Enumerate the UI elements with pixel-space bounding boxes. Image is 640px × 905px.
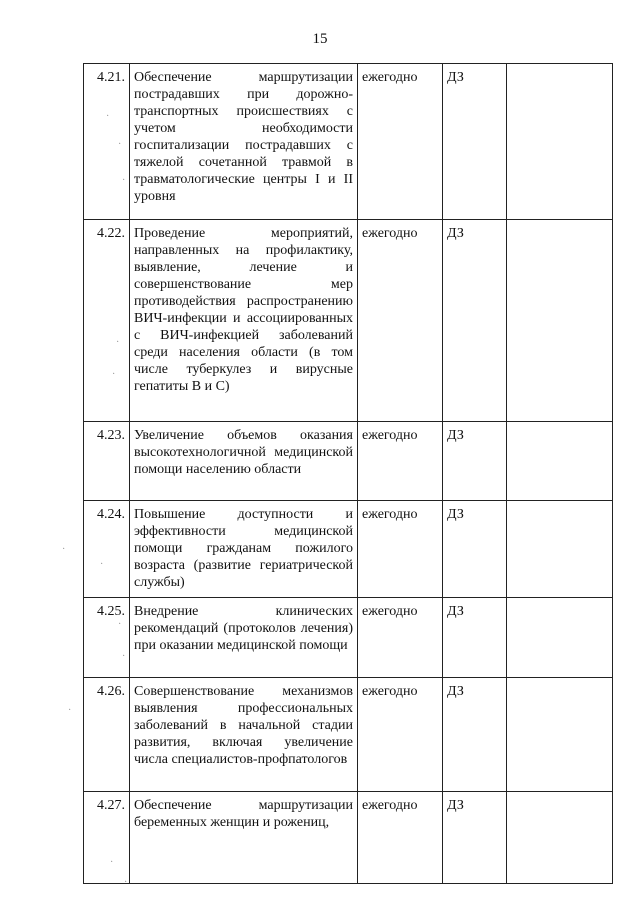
scan-artifact: · bbox=[118, 619, 122, 630]
item-period: ежегодно bbox=[358, 678, 443, 792]
item-description: Проведение мероприятий, направленных на профилактику, выявление, лечение и совершенствование мер противодействия распространению ВИЧ-инфекции и ассоциированных с ВИЧ-инфекцией заболеваний среди населения области (в том числе туберкулез и вирусные гепатиты В и С) bbox=[130, 220, 358, 422]
item-number: 4.23. bbox=[84, 422, 130, 501]
empty-cell bbox=[507, 598, 613, 678]
scan-artifact: · bbox=[110, 857, 114, 868]
scan-artifact: · bbox=[124, 877, 128, 888]
item-executor: ДЗ bbox=[443, 501, 507, 598]
scan-artifact: · bbox=[68, 705, 72, 716]
scan-artifact: · bbox=[118, 139, 122, 150]
item-description: Обеспечение маршрутизации беременных женщин и рожениц, bbox=[130, 792, 358, 884]
item-executor: ДЗ bbox=[443, 422, 507, 501]
table-row bbox=[84, 501, 613, 598]
scan-artifact: · bbox=[62, 544, 66, 555]
item-number: 4.24. bbox=[84, 501, 130, 598]
scan-artifact: · bbox=[122, 651, 126, 662]
item-description: Повышение доступности и эффективности медицинской помощи гражданам пожилого возраста (развитие гериатрической службы) bbox=[130, 501, 358, 598]
item-description: Совершенствование механизмов выявления профессиональных заболеваний в начальной стадии развития, включая увеличение числа специалистов-профпатологов bbox=[130, 678, 358, 792]
item-number: 4.26. bbox=[84, 678, 130, 792]
table-row bbox=[84, 64, 613, 220]
scan-artifact: · bbox=[106, 111, 110, 122]
item-period: ежегодно bbox=[358, 422, 443, 501]
table-row bbox=[84, 598, 613, 678]
item-period: ежегодно bbox=[358, 64, 443, 220]
item-executor: ДЗ bbox=[443, 598, 507, 678]
empty-cell bbox=[507, 220, 613, 422]
empty-cell bbox=[507, 501, 613, 598]
table-row bbox=[84, 422, 613, 501]
item-executor: ДЗ bbox=[443, 220, 507, 422]
item-description: Увеличение объемов оказания высокотехнологичной медицинской помощи населению области bbox=[130, 422, 358, 501]
scan-artifact: · bbox=[112, 369, 116, 380]
scan-artifact: · bbox=[122, 175, 126, 186]
item-period: ежегодно bbox=[358, 792, 443, 884]
item-executor: ДЗ bbox=[443, 678, 507, 792]
item-period: ежегодно bbox=[358, 220, 443, 422]
item-number: 4.22. bbox=[84, 220, 130, 422]
empty-cell bbox=[507, 792, 613, 884]
item-description: Обеспечение маршрутизации пострадавших при дорожно-транспортных происшествиях с учетом необходимости госпитализации пострадавших с тяжелой сочетанной травмой в травматологические центры I и II уровня bbox=[130, 64, 358, 220]
item-period: ежегодно bbox=[358, 598, 443, 678]
item-number: 4.21. bbox=[84, 64, 130, 220]
item-number: 4.25. bbox=[84, 598, 130, 678]
item-executor: ДЗ bbox=[443, 792, 507, 884]
item-number: 4.27. bbox=[84, 792, 130, 884]
scan-artifact: · bbox=[100, 559, 104, 570]
item-description: Внедрение клинических рекомендаций (протоколов лечения) при оказании медицинской помощи bbox=[130, 598, 358, 678]
empty-cell bbox=[507, 678, 613, 792]
scan-artifact: · bbox=[116, 337, 120, 348]
table-row bbox=[84, 678, 613, 792]
empty-cell bbox=[507, 64, 613, 220]
measures-table bbox=[83, 63, 613, 884]
item-executor: ДЗ bbox=[443, 64, 507, 220]
page-number: 15 bbox=[312, 31, 328, 47]
table-row bbox=[84, 220, 613, 422]
empty-cell bbox=[507, 422, 613, 501]
item-period: ежегодно bbox=[358, 501, 443, 598]
table-row bbox=[84, 792, 613, 884]
